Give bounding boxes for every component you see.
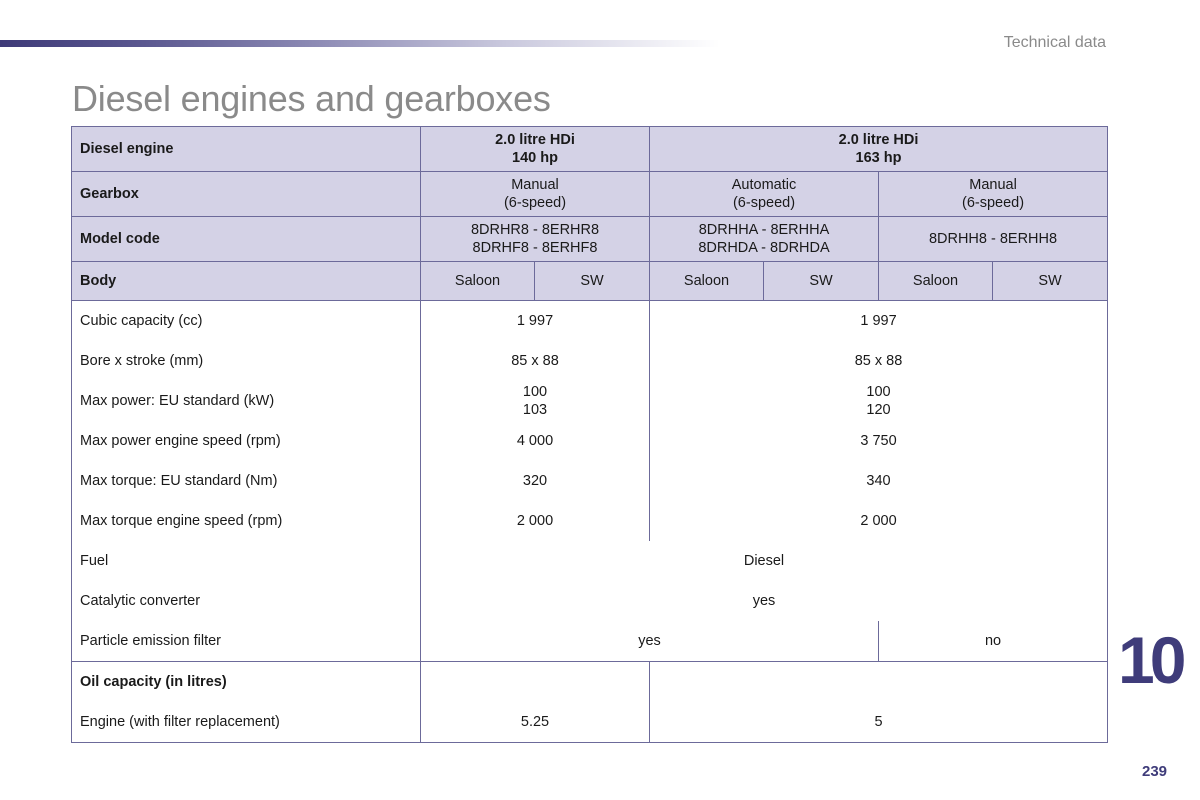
value-cell: 340 (650, 461, 1108, 501)
value-cell: yes (421, 581, 1108, 621)
row-label: Fuel (72, 541, 421, 581)
model-code-line: 8DRHF8 - 8ERHF8 (472, 240, 598, 256)
value-cell: 2 000 (650, 501, 1108, 541)
row-label: Max torque engine speed (rpm) (72, 501, 421, 541)
gearbox-cell (421, 172, 650, 217)
engine-row (72, 127, 1108, 172)
particle-filter-row (72, 621, 1108, 662)
section-label: Technical data (1003, 34, 1106, 51)
max-power-row (72, 381, 1108, 421)
value-cell: 320 (421, 461, 650, 501)
body-cell: Saloon (879, 262, 993, 301)
engine-row-label: Diesel engine (72, 127, 421, 172)
row-label: Max power: EU standard (kW) (72, 381, 421, 421)
row-label: Catalytic converter (72, 581, 421, 621)
engine-oil-row (72, 702, 1108, 743)
gearbox-type: Manual (969, 177, 1017, 193)
fuel-row (72, 541, 1108, 581)
row-label: Cubic capacity (cc) (72, 301, 421, 342)
row-label: Engine (with filter replacement) (72, 702, 421, 743)
row-label: Particle emission filter (72, 621, 421, 662)
gearbox-cell (650, 172, 879, 217)
model-code-row (72, 217, 1108, 262)
bore-stroke-row (72, 341, 1108, 381)
value-cell: yes (421, 621, 879, 662)
value-cell: Diesel (421, 541, 1108, 581)
gearbox-type: Automatic (731, 177, 797, 193)
row-label: Max torque: EU standard (Nm) (72, 461, 421, 501)
value-cell: 85 x 88 (650, 341, 1108, 381)
value-cell: 5.25 (421, 702, 650, 743)
engine-2-power: 163 hp (855, 150, 902, 166)
value-cell: 1 997 (650, 301, 1108, 342)
body-cell: Saloon (421, 262, 535, 301)
gearbox-cell (879, 172, 1108, 217)
model-code-line: 8DRHR8 - 8ERHR8 (470, 222, 600, 238)
value-cell: 3 750 (650, 421, 1108, 461)
model-code-cell (421, 217, 650, 262)
row-label: Bore x stroke (mm) (72, 341, 421, 381)
body-cell: SW (535, 262, 650, 301)
power-saloon: 100 (522, 384, 548, 400)
empty-cell (650, 662, 1108, 703)
body-cell: Saloon (650, 262, 764, 301)
power-value: 100 (866, 384, 891, 400)
body-row-label: Body (72, 262, 421, 301)
model-code-line: 8DRHHA - 8ERHHA (698, 222, 830, 238)
empty-cell (421, 662, 650, 703)
max-torque-speed-row (72, 501, 1108, 541)
gearbox-speeds: (6-speed) (732, 195, 796, 211)
engine-1-power: 140 hp (512, 150, 558, 166)
gearbox-speeds: (6-speed) (503, 195, 567, 211)
catalytic-converter-row (72, 581, 1108, 621)
model-code-cell (879, 217, 1108, 262)
body-row (72, 262, 1108, 301)
value-cell: 4 000 (421, 421, 650, 461)
max-torque-row (72, 461, 1108, 501)
gearbox-speeds: (6-speed) (961, 195, 1025, 211)
model-code-row-label: Model code (72, 217, 421, 262)
power-sw: 103 (522, 402, 548, 418)
value-cell: no (879, 621, 1108, 662)
oil-capacity-row (72, 662, 1108, 703)
body-cell: SW (993, 262, 1108, 301)
value-cell (650, 381, 1108, 421)
value-cell: 5 (650, 702, 1108, 743)
engine-1-name: 2.0 litre HDi (495, 132, 575, 148)
value-cell: 2 000 (421, 501, 650, 541)
model-code-line: 8DRHDA - 8DRHDA (698, 240, 830, 256)
value-cell: 85 x 88 (421, 341, 650, 381)
engine-2-header (650, 127, 1108, 172)
gearbox-row-label: Gearbox (72, 172, 421, 217)
page-number: 239 (1142, 763, 1168, 780)
spec-table (71, 126, 1108, 743)
top-gradient-bar (0, 40, 720, 47)
chapter-number: 10 (1118, 623, 1182, 697)
power-value: 120 (866, 402, 891, 418)
value-cell: 1 997 (421, 301, 650, 342)
gearbox-row (72, 172, 1108, 217)
value-cell (421, 381, 650, 421)
model-code-cell (650, 217, 879, 262)
engine-1-header (421, 127, 650, 172)
max-power-speed-row (72, 421, 1108, 461)
row-label: Max power engine speed (rpm) (72, 421, 421, 461)
engine-2-name: 2.0 litre HDi (838, 132, 919, 148)
cubic-capacity-row (72, 301, 1108, 342)
gearbox-type: Manual (511, 177, 559, 193)
model-code-line: 8DRHH8 - 8ERHH8 (928, 231, 1058, 247)
oil-capacity-heading: Oil capacity (in litres) (72, 662, 421, 703)
body-cell: SW (764, 262, 879, 301)
page-title: Diesel engines and gearboxes (72, 78, 551, 119)
